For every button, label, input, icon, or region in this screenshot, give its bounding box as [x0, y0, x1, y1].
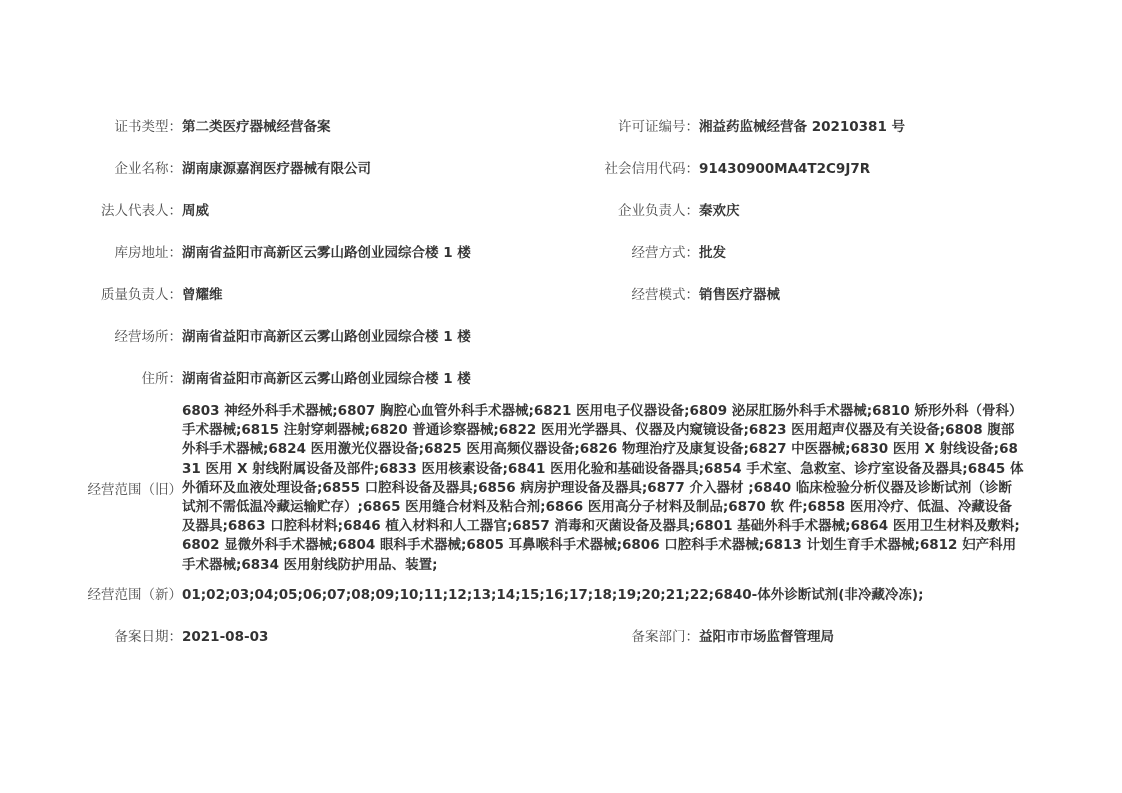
field-scope-new — [0, 586, 924, 604]
legal-rep-label: 法人代表人： — [101, 203, 182, 219]
business-method-value: 批发 — [699, 245, 726, 261]
quality-head-label: 质量负责人： — [101, 287, 182, 303]
residence-value: 湖南省益阳市高新区云雾山路创业园综合楼 1 楼 — [182, 371, 471, 387]
business-place-value: 湖南省益阳市高新区云雾山路创业园综合楼 1 楼 — [182, 329, 471, 345]
field-scope-old — [0, 402, 182, 574]
scope-old-value: 6803 神经外科手术器械;6807 胸腔心血管外科手术器械;6821 医用电子仪器设备;6809 泌尿肛肠外科手术器械;6810 矫形外科（骨科）手术器械;6815 注射穿刺器械;6820 普通诊察器械;6822 医用光学器具、仪器及内窥镜设备;6823 医用超声仪器及有关设备;6808 腹部外科手术器械;6824 医用激光仪器设备;6825 医用高频仪器设备;6826 物理治疗及康复设备;6827 中医器械;6830 医用 X 射线设备;6831 医用 X 射线附属设备及部件;6833 医用核素设备;6841 医用化验和基础设备器具;6854 手术室、急救室、诊疗室设备及器具;6845 体外循环及血液处理设备;6855 口腔科设备及器具;6856 病房护理设备及器具;6877 介入器材 ;6840 临床检验分析仪器及诊断试剂（诊断试剂不需低温冷藏运输贮存）;6865 医用缝合材料及粘合剂;6866 医用高分子材料及制品;6870 软 件;6858 医用冷疗、低温、冷藏设备及器具;6863 口腔科材料;6846 植入材料和人工器官;6857 消毒和灭菌设备及器具;6801 基础外科手术器械;6864 医用卫生材料及敷料;6802 显微外科手术器械;6804 眼科手术器械;6805 耳鼻喉科手术器械;6806 口腔科手术器械;6813 计划生育手术器械;6812 妇产科用手术器械;6834 医用射线防护用品、装置; — [182, 403, 1024, 573]
scope-old-label: 经营范围（旧） — [87, 482, 182, 498]
filing-dept-label: 备案部门： — [631, 629, 699, 645]
filing-dept-value: 益阳市市场监督管理局 — [699, 629, 834, 645]
field-company-head — [0, 202, 740, 220]
warehouse-addr-label: 库房地址： — [114, 245, 182, 261]
company-name-label: 企业名称： — [114, 161, 182, 177]
cert-type-label: 证书类型： — [114, 119, 182, 135]
cert-type-value: 第二类医疗器械经营备案 — [182, 119, 331, 135]
business-method-label: 经营方式： — [631, 245, 699, 261]
filing-date-label: 备案日期： — [114, 629, 182, 645]
field-business-mode — [0, 286, 780, 304]
credit-code-value: 91430900MA4T2C9J7R — [699, 161, 871, 177]
field-filing-dept — [0, 628, 834, 646]
field-license-no — [0, 118, 905, 136]
field-residence — [0, 370, 471, 388]
company-head-label: 企业负责人： — [618, 203, 699, 219]
scope-new-value: 01;02;03;04;05;06;07;08;09;10;11;12;13;14;15;16;17;18;19;20;21;22;6840-体外诊断试剂(非冷藏冷冻); — [182, 587, 924, 603]
company-head-value: 秦欢庆 — [699, 203, 740, 219]
license-no-label: 许可证编号： — [618, 119, 699, 135]
field-business-method — [0, 244, 726, 262]
field-credit-code — [0, 160, 870, 178]
legal-rep-value: 周威 — [182, 203, 209, 219]
scope-new-label: 经营范围（新） — [87, 587, 182, 603]
company-name-value: 湖南康源嘉润医疗器械有限公司 — [182, 161, 371, 177]
quality-head-value: 曾耀维 — [182, 287, 223, 303]
field-business-place — [0, 328, 471, 346]
business-mode-label: 经营模式： — [631, 287, 699, 303]
residence-label: 住所： — [141, 371, 182, 387]
license-no-value: 湘益药监械经营备 20210381 号 — [699, 119, 906, 135]
warehouse-addr-value: 湖南省益阳市高新区云雾山路创业园综合楼 1 楼 — [182, 245, 471, 261]
business-place-label: 经营场所： — [114, 329, 182, 345]
business-mode-value: 销售医疗器械 — [699, 287, 780, 303]
filing-date-value: 2021-08-03 — [182, 629, 269, 645]
credit-code-label: 社会信用代码： — [604, 161, 699, 177]
